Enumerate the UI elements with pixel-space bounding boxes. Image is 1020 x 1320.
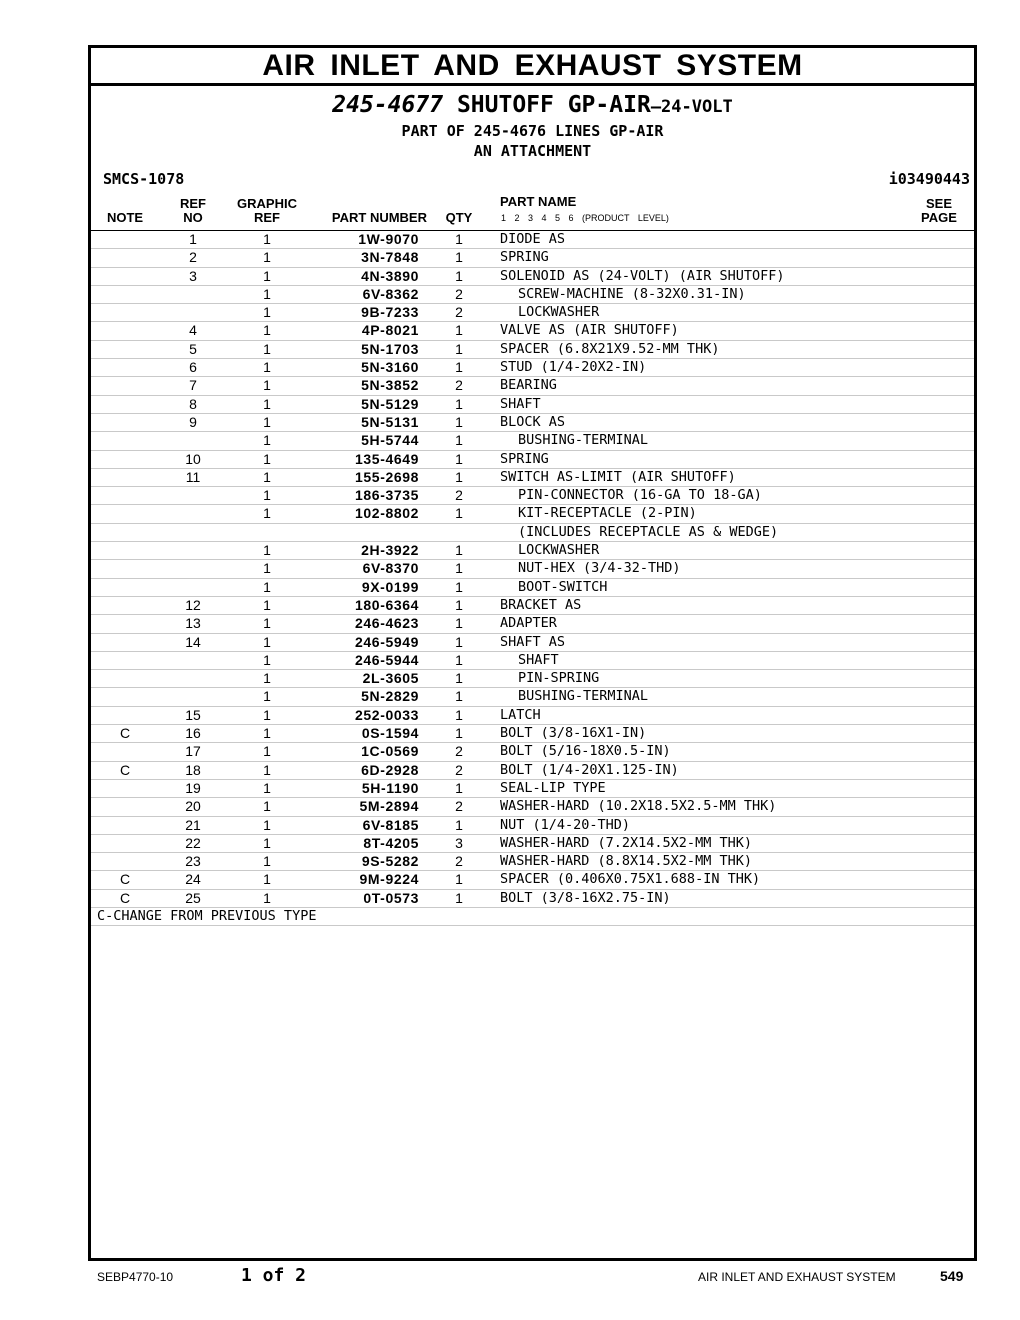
footer-document-number: SEBP4770-10 <box>97 1270 174 1284</box>
note-cell: C <box>119 725 131 742</box>
table-row <box>91 559 974 577</box>
graphic-ref-cell: 1 <box>263 395 271 412</box>
table-header <box>91 195 974 231</box>
graphic-ref-cell: 1 <box>263 505 271 522</box>
part-name-cell: VALVE AS (AIR SHUTOFF) <box>500 322 679 339</box>
group-number: 245-4677 <box>332 92 444 118</box>
part-name-cell: SPACER (6.8X21X9.52-MM THK) <box>500 340 720 357</box>
column-header-note: NOTE <box>106 210 144 225</box>
column-header-ref-no: REF NO <box>180 196 206 225</box>
part-number-cell: 9S-5282 <box>361 853 419 870</box>
table-row <box>91 541 974 559</box>
smcs-code: SMCS-1078 <box>103 170 185 188</box>
table-row <box>91 834 974 852</box>
graphic-ref-cell: 1 <box>263 834 271 851</box>
qty-cell: 1 <box>455 871 463 888</box>
part-number-cell: 8T-4205 <box>363 834 419 851</box>
part-name-cell: STUD (1/4-20X2-IN) <box>500 359 647 376</box>
table-row <box>91 870 974 888</box>
qty-cell: 1 <box>455 725 463 742</box>
ref-no-cell: 6 <box>189 359 197 376</box>
qty-cell: 1 <box>455 359 463 376</box>
qty-cell: 1 <box>455 688 463 705</box>
table-row <box>91 358 974 376</box>
part-number-cell: 180-6364 <box>355 596 419 613</box>
table-row <box>91 614 974 632</box>
graphic-ref-cell: 1 <box>263 761 271 778</box>
part-number-cell: 4P-8021 <box>361 322 419 339</box>
column-header-part-number: PART NUMBER <box>331 210 427 225</box>
part-number-cell: 3N-7848 <box>361 249 419 266</box>
footnote-text: C-CHANGE FROM PREVIOUS TYPE <box>97 907 317 924</box>
footnote-row <box>91 907 974 926</box>
group-title <box>91 92 974 118</box>
part-name-cell: BRACKET AS <box>500 596 582 613</box>
graphic-ref-cell: 1 <box>263 322 271 339</box>
part-number-cell: 155-2698 <box>355 468 419 485</box>
part-name-cell: BUSHING-TERMINAL <box>518 432 649 449</box>
part-number-cell: 1C-0569 <box>361 743 419 760</box>
graphic-ref-cell: 1 <box>263 432 271 449</box>
column-header-see-page: SEE PAGE <box>921 196 957 225</box>
graphic-ref-cell: 1 <box>263 706 271 723</box>
part-name-cell: WASHER-HARD (10.2X18.5X2.5-MM THK) <box>500 798 777 815</box>
qty-cell: 2 <box>455 761 463 778</box>
qty-cell: 1 <box>455 505 463 522</box>
ref-no-cell: 4 <box>189 322 197 339</box>
part-name-cell: SWITCH AS-LIMIT (AIR SHUTOFF) <box>500 468 736 485</box>
part-name-cell: SPACER (0.406X0.75X1.688-IN THK) <box>500 871 761 888</box>
group-name: SHUTOFF GP-AIR <box>456 92 651 118</box>
column-header-graphic-ref: GRAPHIC REF <box>237 196 297 225</box>
part-number-cell: 9M-9224 <box>359 871 419 888</box>
graphic-ref-cell: 1 <box>263 450 271 467</box>
graphic-ref-cell: 1 <box>263 560 271 577</box>
qty-cell: 1 <box>455 651 463 668</box>
table-row <box>91 450 974 468</box>
qty-cell: 1 <box>455 560 463 577</box>
graphic-ref-cell: 1 <box>263 725 271 742</box>
qty-cell: 1 <box>455 596 463 613</box>
part-name-cell: SCREW-MACHINE (8-32X0.31-IN) <box>518 285 746 302</box>
part-number-cell: 6V-8370 <box>362 560 419 577</box>
table-row <box>91 633 974 651</box>
qty-cell: 1 <box>455 578 463 595</box>
graphic-ref-cell: 1 <box>263 267 271 284</box>
table-row <box>91 376 974 394</box>
part-number-cell: 5M-2894 <box>359 798 419 815</box>
ref-no-cell: 12 <box>185 596 201 613</box>
table-row <box>91 303 974 321</box>
part-name-cell: SPRING <box>500 249 549 266</box>
graphic-ref-cell: 1 <box>263 596 271 613</box>
ref-no-cell: 16 <box>185 725 201 742</box>
footer-page-of: 1 of 2 <box>241 1265 307 1286</box>
graphic-ref-cell: 1 <box>263 231 271 247</box>
table-row <box>91 578 974 596</box>
part-number-cell: 2L-3605 <box>362 670 419 687</box>
part-name-cell: LOCKWASHER <box>518 304 600 321</box>
part-name-cell: WASHER-HARD (7.2X14.5X2-MM THK) <box>500 834 752 851</box>
product-level-scale: 1 2 3 4 5 6 (PRODUCT LEVEL) <box>501 213 669 223</box>
part-name-cell: BOLT (3/8-16X1-IN) <box>500 725 647 742</box>
part-number-cell: 6V-8362 <box>362 285 419 302</box>
part-number-cell: 6V-8185 <box>362 816 419 833</box>
part-name-cell: BOLT (1/4-20X1.125-IN) <box>500 761 679 778</box>
part-number-cell: 9X-0199 <box>361 578 419 595</box>
table-row <box>91 267 974 285</box>
group-subtitle-attachment: AN ATTACHMENT <box>473 142 592 160</box>
ref-no-cell: 3 <box>189 267 197 284</box>
graphic-ref-cell: 1 <box>263 889 271 906</box>
ref-no-cell: 20 <box>185 798 201 815</box>
part-name-cell: DIODE AS <box>500 231 566 247</box>
group-name-suffix: —24-VOLT <box>650 97 733 117</box>
part-name-cell: SHAFT <box>518 651 559 668</box>
ref-no-cell: 23 <box>185 853 201 870</box>
part-number-cell: 0S-1594 <box>361 725 419 742</box>
part-name-cell: BOLT (5/16-18X0.5-IN) <box>500 743 671 760</box>
part-number-cell: 246-5949 <box>355 633 419 650</box>
ref-no-cell: 13 <box>185 615 201 632</box>
part-name-cell: SHAFT <box>500 395 541 412</box>
ref-no-cell: 11 <box>185 468 201 485</box>
ref-no-cell: 22 <box>185 834 201 851</box>
qty-cell: 2 <box>455 487 463 504</box>
part-name-cell: LOCKWASHER <box>518 542 600 559</box>
part-number-cell: 5N-5131 <box>361 413 419 430</box>
table-row <box>91 413 974 431</box>
part-name-cell: BOOT-SWITCH <box>518 578 608 595</box>
part-number-cell: 5H-1190 <box>361 779 419 796</box>
part-name-cell: SOLENOID AS (24-VOLT) (AIR SHUTOFF) <box>500 267 785 284</box>
qty-cell: 1 <box>455 889 463 906</box>
table-row <box>91 852 974 870</box>
group-subtitle-part-of: PART OF 245-4676 LINES GP-AIR <box>401 122 664 140</box>
part-name-cell: BUSHING-TERMINAL <box>518 688 649 705</box>
graphic-ref-cell: 1 <box>263 377 271 394</box>
part-number-cell: 5N-3852 <box>361 377 419 394</box>
graphic-ref-cell: 1 <box>263 871 271 888</box>
qty-cell: 1 <box>455 633 463 650</box>
qty-cell: 2 <box>455 285 463 302</box>
part-number-cell: 5N-2829 <box>361 688 419 705</box>
illustration-id: i03490443 <box>888 170 970 188</box>
graphic-ref-cell: 1 <box>263 359 271 376</box>
graphic-ref-cell: 1 <box>263 615 271 632</box>
part-name-cell: NUT-HEX (3/4-32-THD) <box>518 560 681 577</box>
part-name-cell: KIT-RECEPTACLE (2-PIN) <box>518 505 697 522</box>
table-row <box>91 651 974 669</box>
graphic-ref-cell: 1 <box>263 578 271 595</box>
table-row <box>91 248 974 266</box>
ref-no-cell: 8 <box>189 395 197 412</box>
table-row <box>91 523 974 541</box>
qty-cell: 2 <box>455 798 463 815</box>
ref-no-cell: 18 <box>185 761 201 778</box>
graphic-ref-cell: 1 <box>263 249 271 266</box>
qty-cell: 1 <box>455 231 463 247</box>
part-number-cell: 246-5944 <box>355 651 419 668</box>
part-name-cell: BOLT (3/8-16X2.75-IN) <box>500 889 671 906</box>
graphic-ref-cell: 1 <box>263 413 271 430</box>
part-number-cell: 246-4623 <box>355 615 419 632</box>
parts-table <box>91 230 974 926</box>
part-number-cell: 102-8802 <box>355 505 419 522</box>
ref-no-cell: 7 <box>189 377 197 394</box>
qty-cell: 1 <box>455 322 463 339</box>
qty-cell: 2 <box>455 377 463 394</box>
qty-cell: 1 <box>455 816 463 833</box>
qty-cell: 1 <box>455 249 463 266</box>
graphic-ref-cell: 1 <box>263 853 271 870</box>
graphic-ref-cell: 1 <box>263 285 271 302</box>
qty-cell: 1 <box>455 779 463 796</box>
qty-cell: 1 <box>455 413 463 430</box>
ref-no-cell: 14 <box>185 633 201 650</box>
ref-no-cell: 2 <box>189 249 197 266</box>
ref-no-cell: 17 <box>185 743 201 760</box>
table-row <box>91 504 974 522</box>
graphic-ref-cell: 1 <box>263 688 271 705</box>
graphic-ref-cell: 1 <box>263 651 271 668</box>
ref-no-cell: 24 <box>185 871 201 888</box>
table-row <box>91 230 974 248</box>
part-name-cell: LATCH <box>500 706 541 723</box>
part-number-cell: 5N-3160 <box>361 359 419 376</box>
part-name-cell: BEARING <box>500 377 557 394</box>
table-row <box>91 742 974 760</box>
part-number-cell: 1W-9070 <box>358 231 419 247</box>
part-number-cell: 4N-3890 <box>361 267 419 284</box>
table-row <box>91 761 974 779</box>
column-header-part-name: PART NAME <box>500 194 577 209</box>
table-row <box>91 340 974 358</box>
table-row <box>91 486 974 504</box>
table-row <box>91 468 974 486</box>
part-number-cell: 252-0033 <box>355 706 419 723</box>
graphic-ref-cell: 1 <box>263 816 271 833</box>
qty-cell: 2 <box>455 853 463 870</box>
ref-no-cell: 9 <box>189 413 197 430</box>
qty-cell: 1 <box>455 670 463 687</box>
part-name-cell: SPRING <box>500 450 549 467</box>
part-name-cell: PIN-CONNECTOR (16-GA TO 18-GA) <box>518 487 762 504</box>
table-row <box>91 596 974 614</box>
part-name-cell: NUT (1/4-20-THD) <box>500 816 631 833</box>
graphic-ref-cell: 1 <box>263 743 271 760</box>
qty-cell: 1 <box>455 267 463 284</box>
part-name-cell: SHAFT AS <box>500 633 566 650</box>
section-title: AIR INLET AND EXHAUST SYSTEM <box>91 48 974 86</box>
graphic-ref-cell: 1 <box>263 779 271 796</box>
ref-no-cell: 10 <box>185 450 201 467</box>
part-name-cell: (INCLUDES RECEPTACLE AS & WEDGE) <box>518 523 779 540</box>
qty-cell: 1 <box>455 468 463 485</box>
graphic-ref-cell: 1 <box>263 633 271 650</box>
graphic-ref-cell: 1 <box>263 340 271 357</box>
qty-cell: 1 <box>455 450 463 467</box>
ref-no-cell: 21 <box>185 816 201 833</box>
qty-cell: 1 <box>455 615 463 632</box>
note-cell: C <box>119 889 131 906</box>
note-cell: C <box>119 871 131 888</box>
footer-page-number: 549 <box>940 1268 964 1284</box>
part-number-cell: 5N-1703 <box>361 340 419 357</box>
group-title-block <box>91 86 974 188</box>
ref-no-cell: 15 <box>185 706 201 723</box>
graphic-ref-cell: 1 <box>263 468 271 485</box>
qty-cell: 2 <box>455 304 463 321</box>
graphic-ref-cell: 1 <box>263 798 271 815</box>
table-row <box>91 321 974 339</box>
table-row <box>91 687 974 705</box>
qty-cell: 1 <box>455 395 463 412</box>
qty-cell: 3 <box>455 834 463 851</box>
part-number-cell: 135-4649 <box>355 450 419 467</box>
part-name-cell: WASHER-HARD (8.8X14.5X2-MM THK) <box>500 853 752 870</box>
table-row <box>91 431 974 449</box>
part-number-cell: 9B-7233 <box>361 304 419 321</box>
part-number-cell: 6D-2928 <box>361 761 419 778</box>
table-row <box>91 889 974 907</box>
part-name-cell: BLOCK AS <box>500 413 566 430</box>
part-number-cell: 186-3735 <box>355 487 419 504</box>
note-cell: C <box>119 761 131 778</box>
ref-no-cell: 19 <box>185 779 201 796</box>
ref-no-cell: 1 <box>189 231 197 247</box>
column-header-qty: QTY <box>445 210 473 225</box>
table-row <box>91 706 974 724</box>
part-name-cell: ADAPTER <box>500 615 557 632</box>
table-row <box>91 779 974 797</box>
table-row <box>91 797 974 815</box>
qty-cell: 1 <box>455 542 463 559</box>
part-number-cell: 0T-0573 <box>363 889 419 906</box>
parts-page-frame <box>88 45 977 1261</box>
qty-cell: 2 <box>455 743 463 760</box>
table-row <box>91 724 974 742</box>
part-number-cell: 5N-5129 <box>361 395 419 412</box>
qty-cell: 1 <box>455 432 463 449</box>
graphic-ref-cell: 1 <box>263 670 271 687</box>
ref-no-cell: 25 <box>185 889 201 906</box>
table-row <box>91 669 974 687</box>
part-number-cell: 5H-5744 <box>361 432 419 449</box>
table-row <box>91 285 974 303</box>
footer-section-title: AIR INLET AND EXHAUST SYSTEM <box>698 1270 896 1284</box>
table-row <box>91 395 974 413</box>
qty-cell: 1 <box>455 340 463 357</box>
ref-no-cell: 5 <box>189 340 197 357</box>
table-row <box>91 816 974 834</box>
graphic-ref-cell: 1 <box>263 542 271 559</box>
graphic-ref-cell: 1 <box>263 304 271 321</box>
graphic-ref-cell: 1 <box>263 487 271 504</box>
part-name-cell: SEAL-LIP TYPE <box>500 779 606 796</box>
part-number-cell: 2H-3922 <box>361 542 419 559</box>
part-name-cell: PIN-SPRING <box>518 670 600 687</box>
qty-cell: 1 <box>455 706 463 723</box>
